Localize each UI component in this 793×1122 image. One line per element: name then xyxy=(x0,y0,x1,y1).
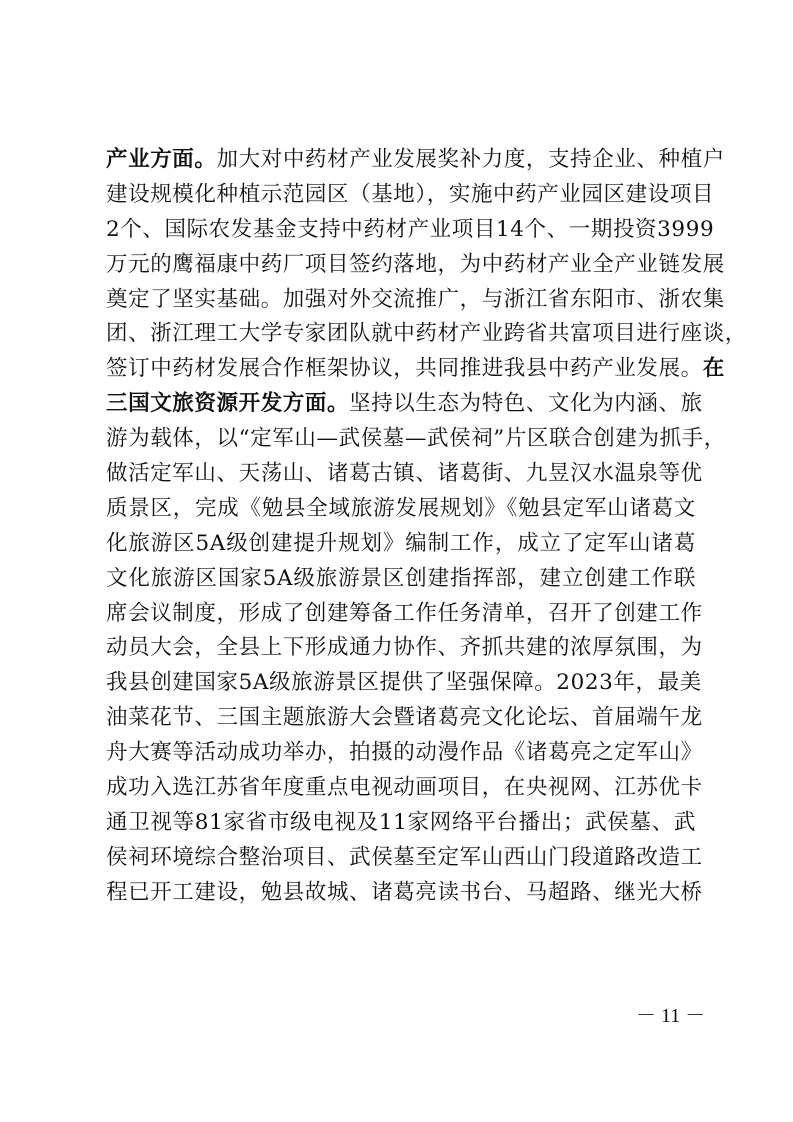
line-text: 侯祠环境综合整治项目、武侯墓至定军山西山门段道路改造工 xyxy=(106,844,703,870)
page-number: － 11 － xyxy=(636,1005,706,1027)
text-line xyxy=(106,841,703,876)
text-line xyxy=(106,806,696,841)
text-line xyxy=(106,597,703,632)
line-text: 舟大赛等活动成功举办，拍摄的动漫作品《诸葛亮之定军山》 xyxy=(106,740,703,766)
text-line xyxy=(106,178,715,213)
text-line xyxy=(106,317,747,352)
line-text: 建设规模化种植示范园区（基地），实施中药产业园区建设项目 xyxy=(106,181,715,207)
line-text: 奠定了坚实基础。加强对外交流推广，与浙江省东阳市、浙农集 xyxy=(106,286,725,312)
line-text: 席会议制度，形成了创建筹备工作任务清单，召开了创建工作 xyxy=(106,600,703,626)
line-text: 化旅游区5A级创建提升规划》编制工作，成立了定军山诸葛 xyxy=(106,530,696,556)
bold-heading: 产业方面。 xyxy=(106,147,217,172)
text-line xyxy=(106,631,703,666)
line-text: 做活定军山、天荡山、诸葛古镇、诸葛街、九昱汉水温泉等优 xyxy=(106,461,703,487)
line-text: 加大对中药材产业发展奖补力度，支持企业、种植户 xyxy=(216,147,725,172)
text-line xyxy=(106,701,703,736)
text-line xyxy=(106,387,703,422)
bold-heading-start: 在 xyxy=(702,356,725,382)
line-text: 我县创建国家5A级旅游景区提供了坚强保障。2023年，最美 xyxy=(106,670,702,696)
line-text: 文化旅游区国家5A级旅游景区创建指挥部，建立创建工作联 xyxy=(106,565,696,591)
text-line xyxy=(106,771,703,806)
line-text: 2个、国际农发基金支持中药材产业项目14个、一期投资3999 xyxy=(106,216,715,242)
text-line xyxy=(106,562,696,597)
text-line xyxy=(106,213,715,248)
text-line xyxy=(106,352,725,387)
text-line xyxy=(106,457,703,492)
line-text: 油菜花节、三国主题旅游大会暨诸葛亮文化论坛、首届端午龙 xyxy=(106,705,703,731)
text-line xyxy=(106,422,726,457)
bold-heading: 三国文旅资源开发方面。 xyxy=(106,391,350,417)
line-text: 质景区，完成《勉县全域旅游发展规划》《勉县定军山诸葛文 xyxy=(106,495,696,521)
line-text: 游为载体，以“定军山—武侯墓—武侯祠”片区联合创建为抓手， xyxy=(106,426,726,452)
text-line xyxy=(106,876,703,911)
line-text: 团、浙江理工大学专家团队就中药材产业跨省共富项目进行座谈， xyxy=(106,321,747,347)
text-line xyxy=(106,492,696,527)
line-text: 成功入选江苏省年度重点电视动画项目，在央视网、江苏优卡 xyxy=(106,775,703,801)
text-line xyxy=(106,248,725,283)
text-line xyxy=(106,736,703,771)
line-text: 签订中药材发展合作框架协议，共同推进我县中药产业发展。 xyxy=(106,356,703,382)
line-text: 坚持以生态为特色、文化为内涵、旅 xyxy=(349,391,703,417)
text-line xyxy=(106,143,725,178)
text-line xyxy=(106,283,725,318)
line-text: 万元的鹰福康中药厂项目签约落地，为中药材产业全产业链发展 xyxy=(106,251,725,277)
text-line xyxy=(106,666,702,701)
line-text: 通卫视等81家省市级电视及11家网络平台播出；武侯墓、武 xyxy=(106,809,696,835)
line-text: 动员大会，全县上下形成通力协作、齐抓共建的浓厚氛围，为 xyxy=(106,635,703,661)
line-text: 程已开工建设，勉县故城、诸葛亮读书台、马超路、继光大桥 xyxy=(106,879,703,905)
body-text xyxy=(106,143,747,911)
text-line xyxy=(106,527,696,562)
